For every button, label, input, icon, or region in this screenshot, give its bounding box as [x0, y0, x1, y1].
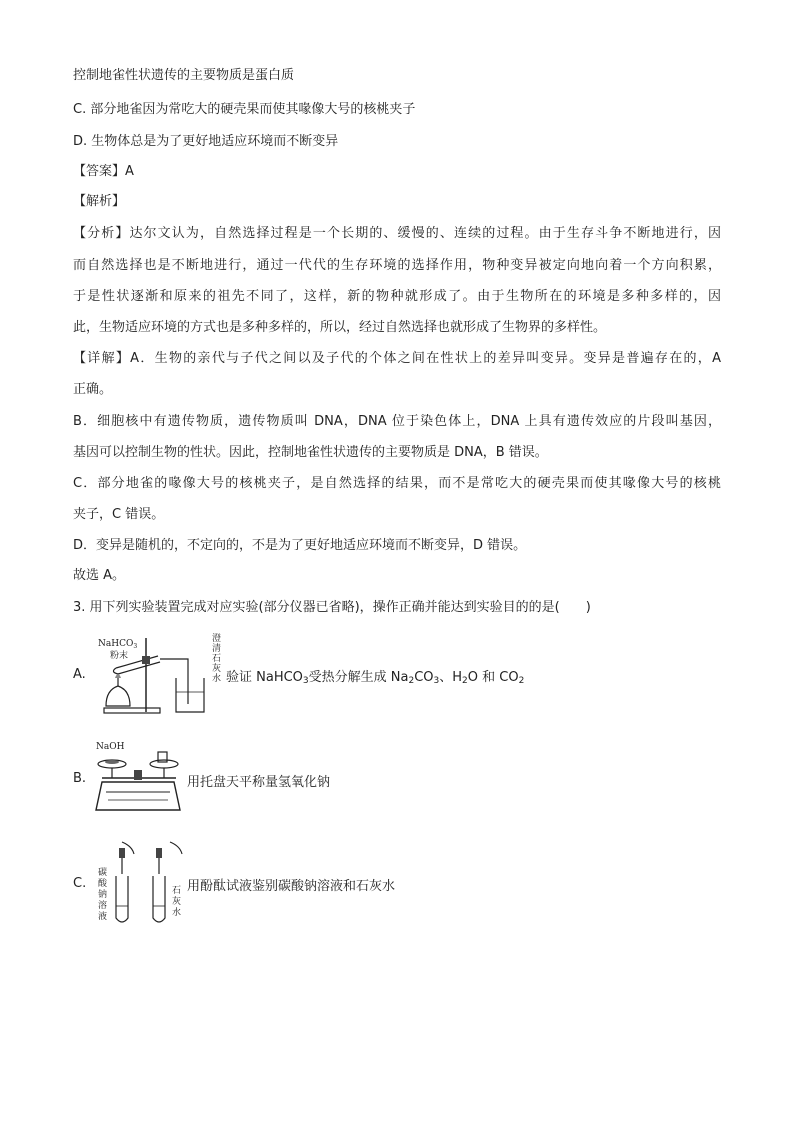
fig-char: 清	[212, 644, 222, 654]
fig-char: 灰	[212, 664, 222, 674]
heating-apparatus-figure	[96, 634, 224, 716]
fig-char: 灰	[172, 897, 182, 907]
fig-char: 水	[212, 674, 222, 684]
fig-char: 石	[212, 654, 222, 664]
fig-char: 酸	[98, 879, 108, 889]
detail-line-8: 故选 A。	[73, 568, 126, 583]
answer: 【答案】A	[73, 164, 134, 179]
fig-sodium-carbonate-label	[98, 868, 110, 923]
analysis-line-2: 而自然选择也是不断地进行，通过一代代的生存环境的选择作用，物种变异被定向地向着一个方向积累，	[73, 258, 721, 273]
option-a-label: A.	[73, 667, 86, 682]
analysis-line-1: 【分析】达尔文认为，自然选择过程是一个长期的、缓慢的、连续的过程。由于生存斗争不断地进行，因	[73, 226, 721, 241]
fig-char: 水	[172, 908, 182, 918]
option-c-description: 用酚酞试液鉴别碳酸钠溶液和石灰水	[187, 879, 396, 894]
detail-line-1: 【详解】A．生物的亲代与子代之间以及子代的个体之间在性状上的差异叫变异。变异是普遍存在的，A	[73, 351, 721, 366]
option-a-description: 验证 NaHCO$_3$受热分解生成 $Na_2CO_3$、$H_2O$ 和 $CO_2$	[226, 670, 525, 686]
detail-line-3: B．细胞核中有遗传物质，遗传物质叫 DNA，DNA 位于染色体上，DNA 上具有遗传效应的片段叫基因，	[73, 414, 721, 429]
question-3: 3. 用下列实验装置完成对应实验(部分仪器已省略)，操作正确并能达到实验目的的是( )	[73, 600, 591, 615]
detail-line-6: 夹子，C 错误。	[73, 507, 165, 522]
detail-line-5: C．部分地雀的喙像大号的核桃夹子，是自然选择的结果，而不是常吃大的硬壳果而使其喙像大号的核桃	[73, 476, 721, 491]
detail-line-2: 正确。	[73, 382, 113, 397]
balance-figure	[94, 738, 186, 814]
fig-char: 溶	[98, 901, 108, 911]
option-c: C. 部分地雀因为常吃大的硬壳果而使其喙像大号的核桃夹子	[73, 102, 416, 117]
analysis-line-3: 于是性状逐渐和原来的祖先不同了，这样，新的物种就形成了。由于生物所在的环境是多种多样的，因	[73, 289, 721, 304]
analysis-heading: 【解析】	[73, 194, 126, 209]
option-b-label: B.	[73, 771, 87, 786]
option-d: D. 生物体总是为了更好地适应环境而不断变异	[73, 134, 339, 149]
fig-char: 碳	[98, 868, 108, 878]
fig-powder-label: 粉末	[110, 651, 129, 661]
fig-char: 石	[172, 886, 182, 896]
fig-char: 钠	[98, 890, 108, 900]
detail-line-4: 基因可以控制生物的性状。因此，控制地雀性状遗传的主要物质是 DNA，B 错误。	[73, 445, 548, 460]
fig-reagent-nahco3: NaHCO$_3$	[98, 639, 138, 650]
analysis-line-4: 此，生物适应环境的方式也是多种多样的，所以，经过自然选择也就形成了生物界的多样性。	[73, 320, 607, 335]
fig-limewater-label-c	[172, 886, 184, 919]
fig-reagent-naoh: NaOH	[96, 742, 125, 752]
fig-char: 液	[98, 912, 108, 922]
option-c-label: C.	[73, 876, 87, 891]
fig-char: 澄	[212, 634, 222, 644]
option-b-description: 用托盘天平称量氢氧化钠	[187, 775, 331, 790]
detail-line-7: D．变异是随机的，不定向的，不是为了更好地适应环境而不断变异，D 错误。	[73, 538, 527, 553]
fig-limewater-label	[212, 634, 224, 684]
option-b-tail: 控制地雀性状遗传的主要物质是蛋白质	[73, 68, 295, 83]
